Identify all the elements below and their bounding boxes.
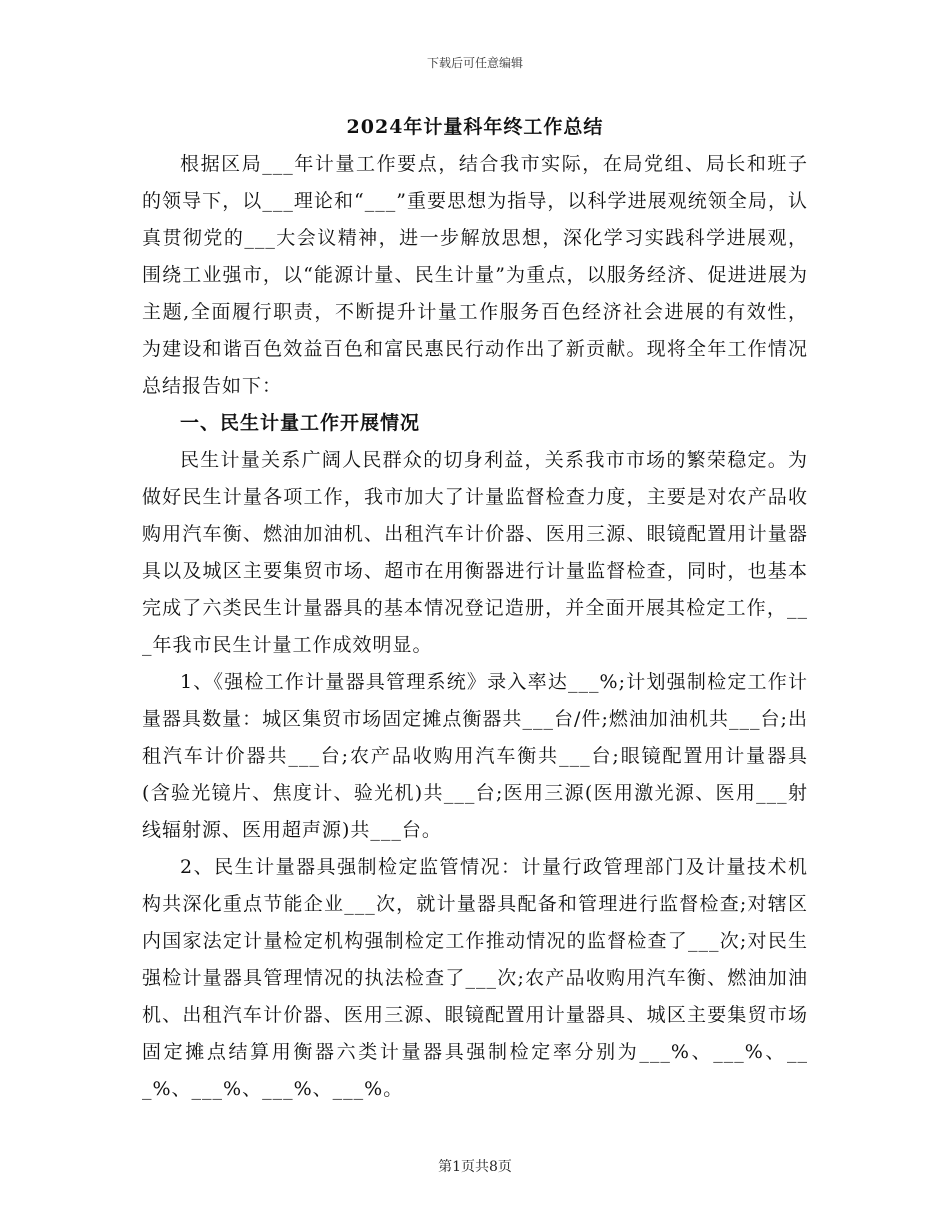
header-note: 下载后可任意编辑 — [426, 56, 523, 70]
page-number: 第1页共8页 — [438, 1159, 512, 1175]
list-item-2: 2、民生计量器具强制检定监管情况：计量行政管理部门及计量技术机构共深化重点节能企业___次，就计量器具配备和管理进行监督检查;对辖区内国家法定计量检定机构强制检定工作推动情况的监督检查了___次;对民生强检计量器具管理情况的执法检查了___次;农产品收购用汽车衡、燃油加油机、出租汽车计价器、医用三源、眼镜配置用计量器具、城区主要集贸市场固定摊点结算用衡器六类计量器具强制检定率分别为___%、___%、___%、___%、___%、___%。 — [142, 856, 808, 1100]
document-body — [142, 110, 808, 1108]
section-heading-1: 一、民生计量工作开展情况 — [180, 412, 421, 434]
document-title: 2024年计量科年终工作总结 — [346, 116, 604, 138]
list-item-1: 1、《强检工作计量器具管理系统》录入率达___%;计划强制检定工作计量器具数量：城区集贸市场固定摊点衡器共___台/件;燃油加油机共___台;出租汽车计价器共___台;农产品收购用汽车衡共___台;眼镜配置用计量器具(含验光镜片、焦度计、验光机)共___台;医用三源(医用激光源、医用___射线辐射源、医用超声源)共___台。 — [142, 671, 808, 841]
intro-paragraph: 根据区局___年计量工作要点，结合我市实际，在局党组、局长和班子的领导下，以___理论和“___”重要思想为指导，以科学进展观统领全局，认真贯彻党的___大会议精神，进一步解放思想，深化学习实践科学进展观，围绕工业强市，以“能源计量、民生计量”为重点，以服务经济、促进进展为主题,全面履行职责，不断提升计量工作服务百色经济社会进展的有效性，为建设和谐百色效益百色和富民惠民行动作出了新贡献。现将全年工作情况总结报告如下： — [142, 153, 808, 397]
section-paragraph-1: 民生计量关系广阔人民群众的切身利益，关系我市市场的繁荣稳定。为做好民生计量各项工作，我市加大了计量监督检查力度，主要是对农产品收购用汽车衡、燃油加油机、出租汽车计价器、医用三源、眼镜配置用计量器具以及城区主要集贸市场、超市在用衡器进行计量监督检查，同时，也基本完成了六类民生计量器具的基本情况登记造册，并全面开展其检定工作，___年我市民生计量工作成效明显。 — [142, 449, 808, 656]
